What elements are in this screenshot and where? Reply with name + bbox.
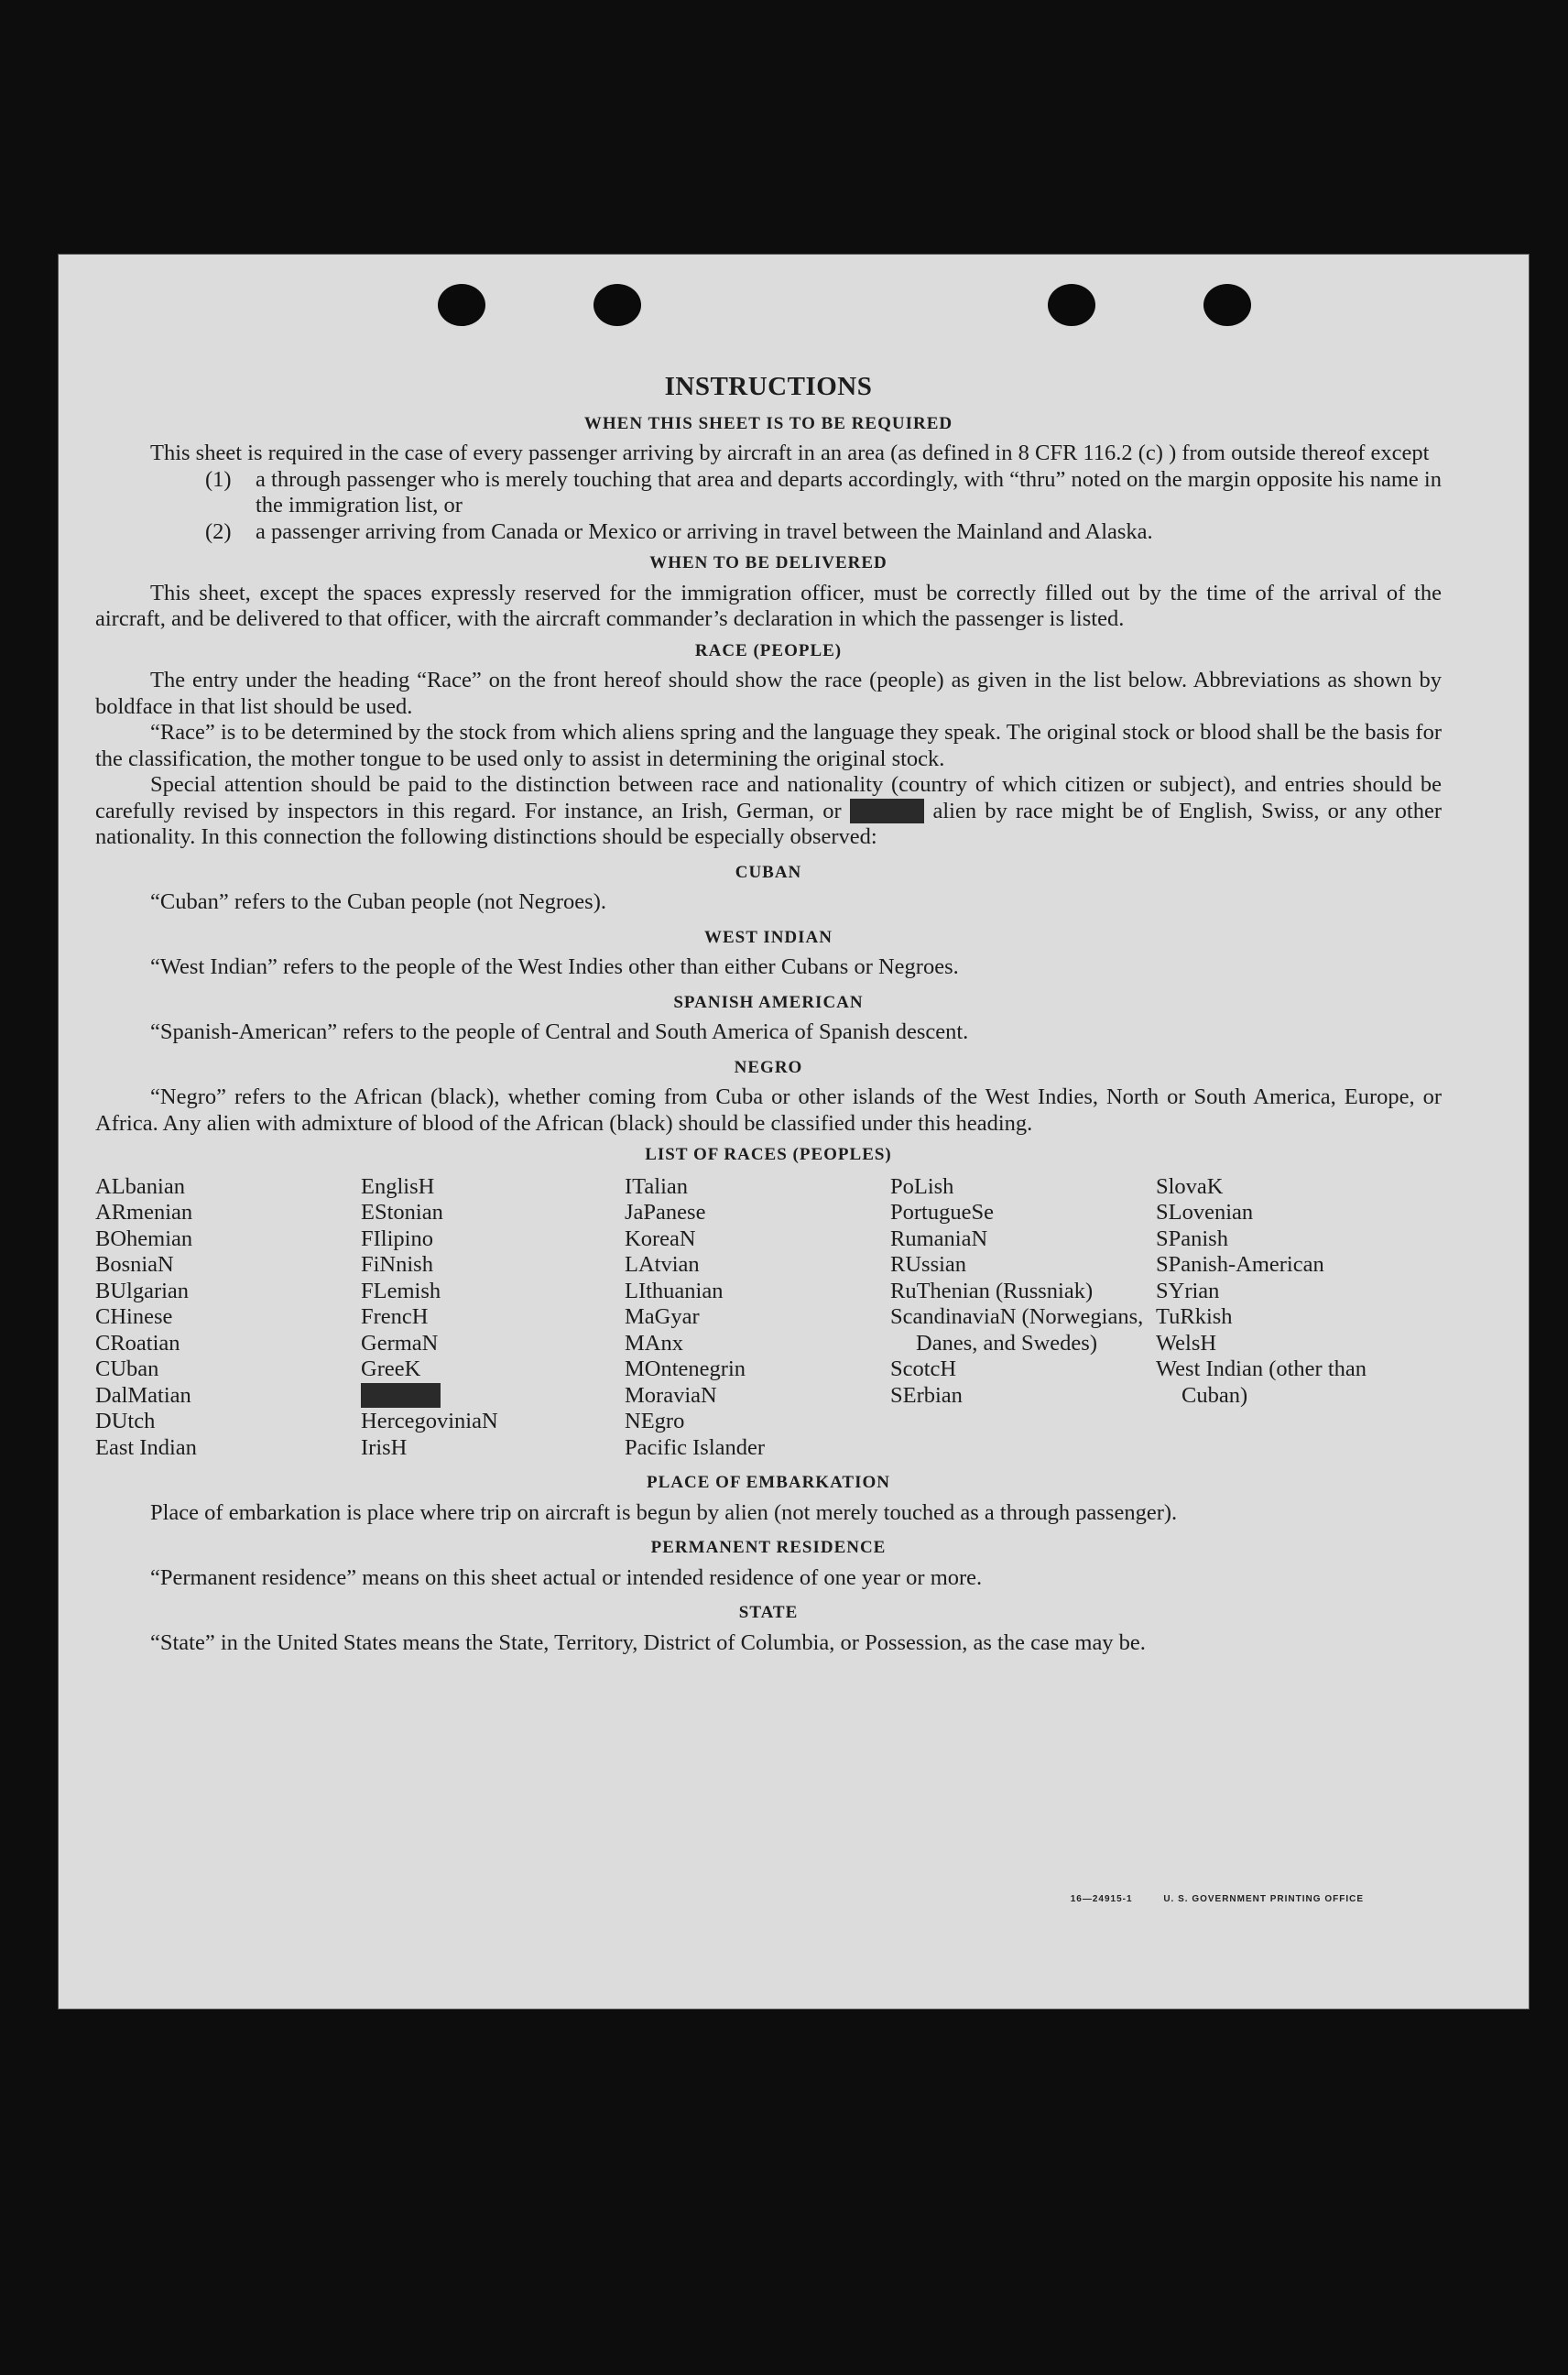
race-item: BOhemian: [95, 1226, 193, 1251]
item-text: a through passenger who is merely touching that area and departs accordingly, with “thru” noted on the margin opposite his name in the immigration list, or: [256, 466, 1442, 517]
race-item: ALbanian: [95, 1173, 185, 1199]
print-code: [1043, 1894, 1364, 1904]
race-item: ScotcH: [890, 1356, 957, 1381]
race-item: RUssian: [890, 1252, 967, 1277]
race-item: RuThenian (Russniak): [890, 1278, 1094, 1303]
form-number: 16—24915-1: [1070, 1894, 1133, 1904]
paragraph-text: Special attention should be paid to the distinction between race and nationality (country of which citizen or subject), and entries should be carefully revised by inspectors in this regard. For instance, an Irish, German, or: [95, 772, 1442, 823]
race-item: SPanish-American: [1156, 1252, 1324, 1277]
race-item: HercegoviniaN: [361, 1409, 498, 1433]
paragraph: “Negro” refers to the African (black), whether coming from Cuba or other islands of the West Indies, North or South America, Europe, or Africa. Any alien with admixture of blood of the African (black) should be classified under this heading.: [95, 1084, 1442, 1136]
race-item: BUlgarian: [95, 1278, 190, 1303]
race-item: WelsH: [1156, 1330, 1217, 1356]
paragraph: “Permanent residence” means on this sheet actual or intended residence of one year or more.: [150, 1564, 983, 1590]
race-item: East Indian: [95, 1434, 197, 1460]
paragraph: This sheet is required in the case of every passenger arriving by aircraft in an area (as defined in 8 CFR 116.2 (c) ) from outside thereof except: [150, 441, 1430, 465]
race-item: TuRkish: [1156, 1304, 1233, 1329]
section-heading: PERMANENT RESIDENCE: [650, 1538, 887, 1557]
section-heading: STATE: [738, 1603, 799, 1622]
race-item: CRoatian: [95, 1330, 180, 1356]
paragraph: The entry under the heading “Race” on the front hereof should show the race (people) as given in the list below. Abbreviations as shown by boldface in that list should be used.: [95, 668, 1442, 719]
punch-hole: [593, 284, 641, 326]
paragraph: Place of embarkation is place where trip on aircraft is begun by alien (not merely touched as a through passenger).: [150, 1499, 1178, 1525]
section-heading: RACE (PEOPLE): [694, 640, 843, 660]
race-item: West Indian (other than Cuban): [1156, 1356, 1367, 1408]
paragraph: “Cuban” refers to the Cuban people (not Negroes).: [150, 889, 606, 914]
race-item: JaPanese: [625, 1200, 706, 1225]
race-item: MaGyar: [625, 1304, 700, 1329]
section-heading: LIST OF RACES (PEOPLES): [645, 1145, 892, 1164]
item-number: (1): [205, 466, 232, 492]
race-item-redacted: HebreW: [363, 1382, 439, 1408]
paragraph: “West Indian” refers to the people of the West Indies other than either Cubans or Negroes.: [150, 954, 959, 979]
section-heading: WHEN THIS SHEET IS TO BE REQUIRED: [583, 413, 953, 433]
race-item: SYrian: [1156, 1278, 1220, 1303]
race-item: FLemish: [361, 1278, 441, 1303]
race-item: SLovenian: [1156, 1200, 1254, 1225]
section-heading: CUBAN: [735, 862, 802, 882]
punch-hole: [438, 284, 485, 326]
race-column: [625, 1174, 890, 1462]
race-item: ARmenian: [95, 1200, 193, 1225]
paragraph: “State” in the United States means the State, Territory, District of Columbia, or Possession, as the case may be.: [150, 1629, 1146, 1655]
race-item: PoLish: [890, 1173, 954, 1199]
race-item: FrencH: [361, 1304, 429, 1329]
race-item: BosniaN: [95, 1252, 174, 1277]
item-text: a passenger arriving from Canada or Mexico or arriving in travel between the Mainland and Alaska.: [256, 518, 1153, 544]
race-item: GermaN: [361, 1330, 439, 1356]
race-item: PortugueSe: [890, 1200, 994, 1225]
race-column: [361, 1174, 625, 1462]
list-item: [205, 467, 1442, 519]
section-heading: WHEN TO BE DELIVERED: [649, 553, 887, 572]
race-item: MAnx: [625, 1330, 683, 1356]
paragraph: [95, 772, 1442, 851]
race-column: [95, 1174, 361, 1462]
race-item: EStonian: [361, 1200, 443, 1225]
race-column: [1156, 1174, 1421, 1462]
race-item: FIlipino: [361, 1226, 433, 1251]
race-item: LAtvian: [625, 1252, 700, 1277]
race-item: MoraviaN: [625, 1382, 717, 1408]
race-item: ScandinaviaN (Norwegians, Danes, and Swedes): [890, 1304, 1144, 1356]
section-heading: NEGRO: [734, 1057, 803, 1077]
punch-hole: [1048, 284, 1095, 326]
race-item: ITalian: [625, 1173, 689, 1199]
race-item: SPanish: [1156, 1226, 1228, 1251]
race-item: Pacific Islander: [625, 1434, 766, 1460]
paragraph: This sheet, except the spaces expressly reserved for the immigration officer, must be correctly filled out by the time of the arrival of the aircraft, and be delivered to that officer, with the aircraft commander’s declaration in which the passenger is listed.: [95, 580, 1442, 631]
race-item: FiNnish: [361, 1252, 433, 1277]
race-item: SErbian: [890, 1382, 963, 1408]
race-column: [890, 1174, 1156, 1462]
race-item: SlovaK: [1156, 1173, 1224, 1199]
race-item: CHinese: [95, 1304, 173, 1329]
race-item: KoreaN: [625, 1226, 696, 1251]
race-item: NEgro: [625, 1409, 685, 1433]
paragraph: “Spanish-American” refers to the people of Central and South America of Spanish descent.: [150, 1019, 969, 1044]
printer-name: U. S. GOVERNMENT PRINTING OFFICE: [1163, 1894, 1364, 1904]
document-sheet: [59, 255, 1529, 2009]
race-item: DUtch: [95, 1409, 156, 1433]
punch-hole: [1203, 284, 1251, 326]
page-title: INSTRUCTIONS: [664, 372, 873, 401]
race-item: CUban: [95, 1356, 159, 1381]
race-item: MOntenegrin: [625, 1356, 746, 1381]
section-heading: PLACE OF EMBARKATION: [647, 1473, 890, 1492]
section-heading: WEST INDIAN: [704, 927, 833, 947]
race-item: RumaniaN: [890, 1226, 988, 1251]
paragraph: “Race” is to be determined by the stock from which aliens spring and the language they speak. The original stock or blood shall be the basis for the classification, the mother tongue to be used only to assist in determining the original stock.: [95, 720, 1442, 771]
redacted-word: Hebrew: [851, 798, 923, 823]
race-item: LIthuanian: [625, 1278, 724, 1303]
instructions-body: [95, 374, 1442, 1656]
race-list: [95, 1174, 1442, 1462]
paragraph-text: alien by race might be of English, Swiss, or any other nationality. In this connection the following distinctions should be especially observed:: [95, 798, 1443, 849]
race-item: IrisH: [361, 1434, 408, 1460]
item-number: (2): [205, 518, 232, 544]
race-item: GreeK: [361, 1356, 421, 1381]
list-item: [205, 519, 1442, 546]
race-item: DalMatian: [95, 1382, 191, 1408]
race-item: EnglisH: [361, 1173, 435, 1199]
section-heading: SPANISH AMERICAN: [673, 992, 864, 1012]
